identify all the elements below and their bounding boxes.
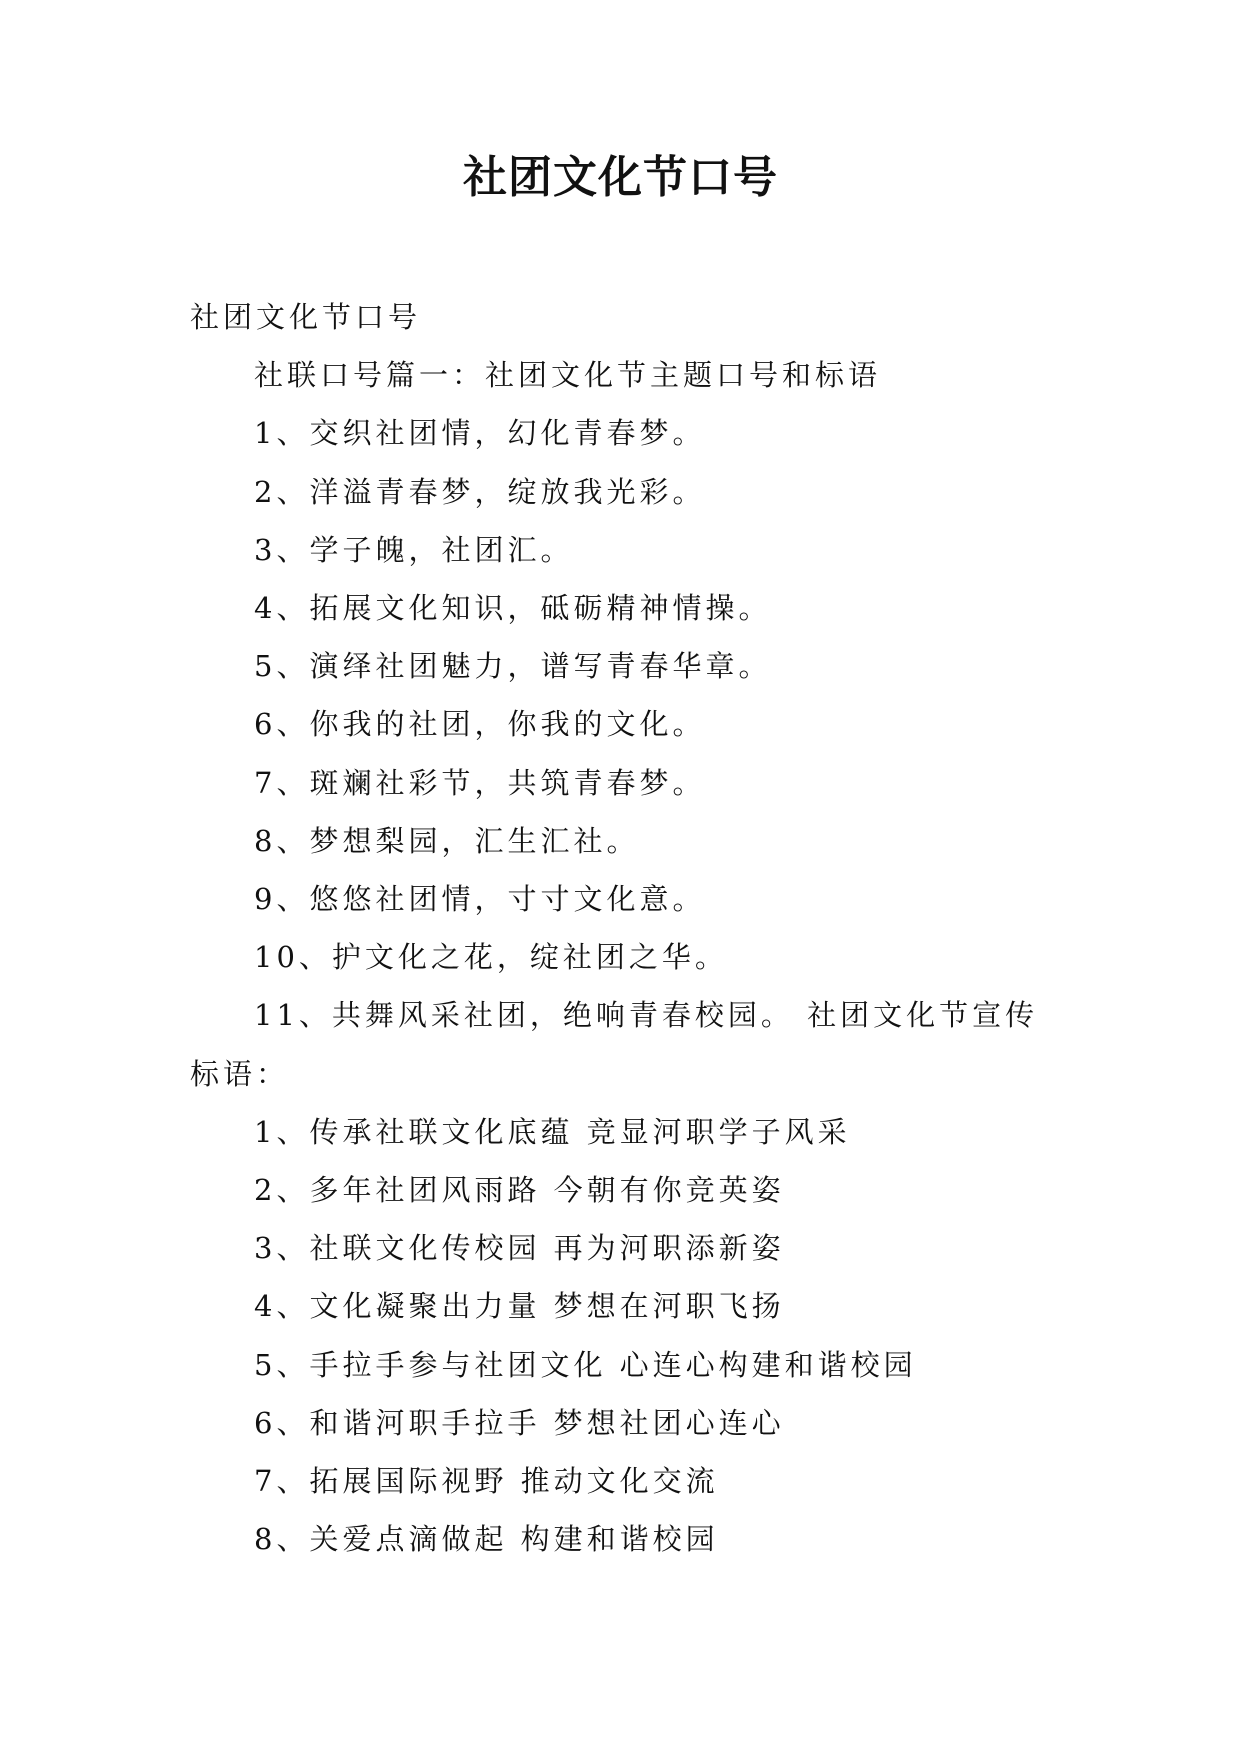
banner-item: 1、传承社联文化底蕴 竞显河职学子风采: [254, 1114, 851, 1149]
document-body: [190, 288, 1060, 1568]
banner-item: 2、多年社团风雨路 今朝有你竞英姿: [254, 1173, 785, 1208]
banner-item: 3、社联文化传校园 再为河职添新姿: [254, 1231, 785, 1266]
slogan-item-with-heading: 11、共舞风采社团，绝响青春校园。 社团文化节宣传标语：: [190, 998, 1039, 1091]
slogan-item: 3、学子魄，社团汇。: [254, 532, 574, 567]
section-heading: 社联口号篇一：社团文化节主题口号和标语: [254, 358, 882, 393]
document-subtitle: 社团文化节口号: [190, 300, 422, 334]
banner-item: 5、手拉手参与社团文化 心连心构建和谐校园: [254, 1347, 917, 1382]
slogan-item: 2、洋溢青春梦，绽放我光彩。: [254, 474, 706, 509]
banner-item: 7、拓展国际视野 推动文化交流: [254, 1464, 719, 1499]
slogan-item: 10、护文化之花，绽社团之华。: [254, 940, 728, 975]
slogan-item: 7、斑斓社彩节，共筑青春梦。: [254, 765, 706, 800]
slogan-item: 8、梦想梨园，汇生汇社。: [254, 823, 640, 858]
document-title: 社团文化节口号: [463, 152, 778, 203]
slogan-item: 5、演绎社团魅力，谱写青春华章。: [254, 649, 772, 684]
slogan-item: 6、你我的社团，你我的文化。: [254, 707, 706, 742]
slogan-item: 1、交织社团情，幻化青春梦。: [254, 416, 706, 451]
slogan-item: 9、悠悠社团情，寸寸文化意。: [254, 882, 706, 917]
banner-item: 4、文化凝聚出力量 梦想在河职飞扬: [254, 1289, 785, 1324]
banner-item: 6、和谐河职手拉手 梦想社团心连心: [254, 1405, 785, 1440]
slogan-item: 4、拓展文化知识，砥砺精神情操。: [254, 591, 772, 626]
banner-item: 8、关爱点滴做起 构建和谐校园: [254, 1522, 719, 1557]
